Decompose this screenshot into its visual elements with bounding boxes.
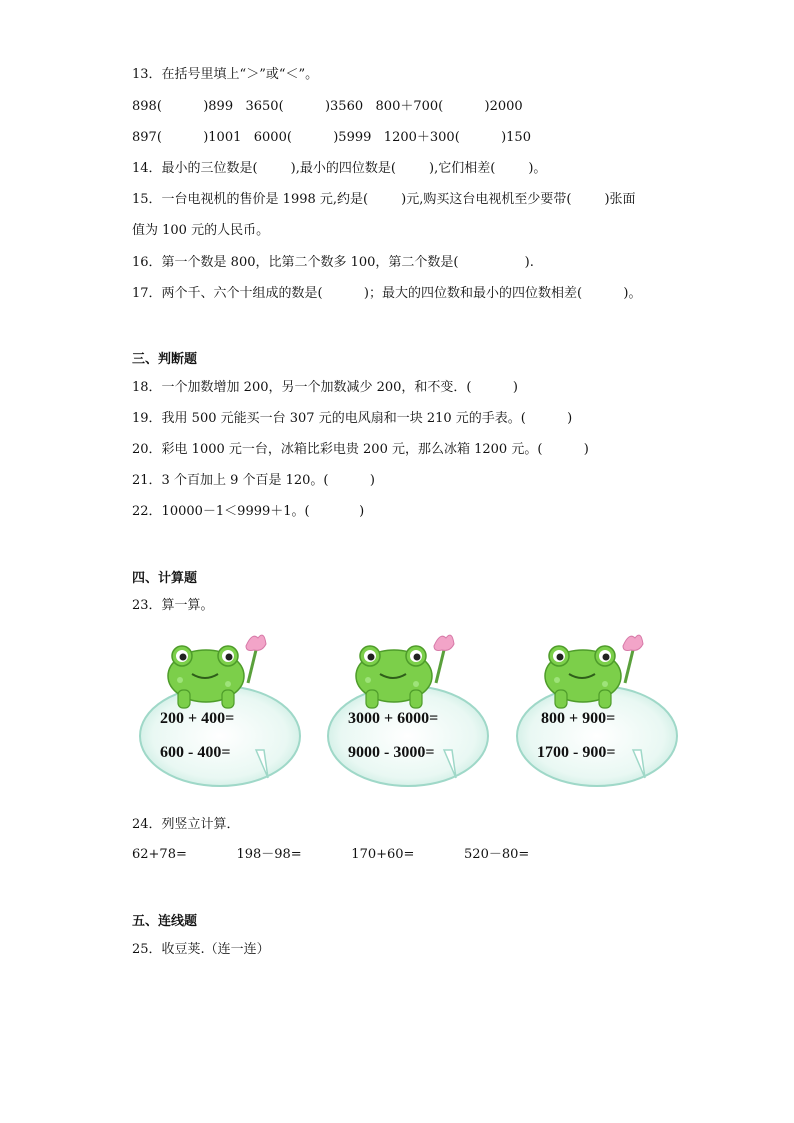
q23-title: 23．算一算。 (132, 598, 214, 613)
card1-eq2: 600 - 400= (160, 744, 231, 761)
q24-title: 24．列竖立计算． (132, 817, 240, 832)
q21: 21．3 个百加上 9 个百是 120。( ) (132, 473, 375, 488)
q13-title: 13．在括号里填上“＞”或“＜”。 (132, 67, 319, 82)
q18: 18．一个加数增加 200，另一个加数减少 200，和不变．( ) (132, 380, 518, 395)
q13-row1: 898( )899 3650( )3560 800＋700( )2000 (132, 99, 523, 114)
frog-on-lilypad-icon (326, 628, 496, 788)
frog-on-lilypad-icon (138, 628, 308, 788)
card3-eq1: 800 + 900= (541, 710, 616, 727)
section-3-heading: 三、判断题 (132, 352, 198, 367)
card2-eq2: 9000 - 3000= (348, 744, 435, 761)
q15-line1: 15．一台电视机的售价是 1998 元,约是( )元,购买这台电视机至少要带( )张面 (132, 192, 636, 207)
card1-eq1: 200 + 400= (160, 710, 235, 727)
q20: 20．彩电 1000 元一台，冰箱比彩电贵 200 元，那么冰箱 1200 元。( ) (132, 442, 589, 457)
q25: 25．收豆荚.（连一连） (132, 942, 270, 957)
q14: 14．最小的三位数是( ),最小的四位数是( ),它们相差( )。 (132, 161, 547, 176)
q13-row2: 897( )1001 6000( )5999 1200＋300( )150 (132, 130, 531, 145)
section-5-heading: 五、连线题 (132, 914, 198, 929)
q24-items: 62+78= 198－98= 170+60= 520－80= (132, 847, 530, 862)
q17: 17．两个千、六个十组成的数是( )；最大的四位数和最小的四位数相差( )。 (132, 286, 642, 301)
frog-on-lilypad-icon (515, 628, 685, 788)
q22: 22．10000－1＜9999＋1。( ) (132, 504, 365, 519)
frog-card-1 (138, 628, 308, 788)
q16: 16．第一个数是 800，比第二个数多 100，第二个数是( ). (132, 255, 534, 270)
frog-card-2 (326, 628, 496, 788)
q19: 19．我用 500 元能买一台 307 元的电风扇和一块 210 元的手表。( ) (132, 411, 573, 426)
frog-card-3 (515, 628, 685, 788)
card2-eq1: 3000 + 6000= (348, 710, 439, 727)
card3-eq2: 1700 - 900= (537, 744, 616, 761)
section-4-heading: 四、计算题 (132, 571, 198, 586)
q15-line2: 值为 100 元的人民币。 (132, 223, 270, 238)
